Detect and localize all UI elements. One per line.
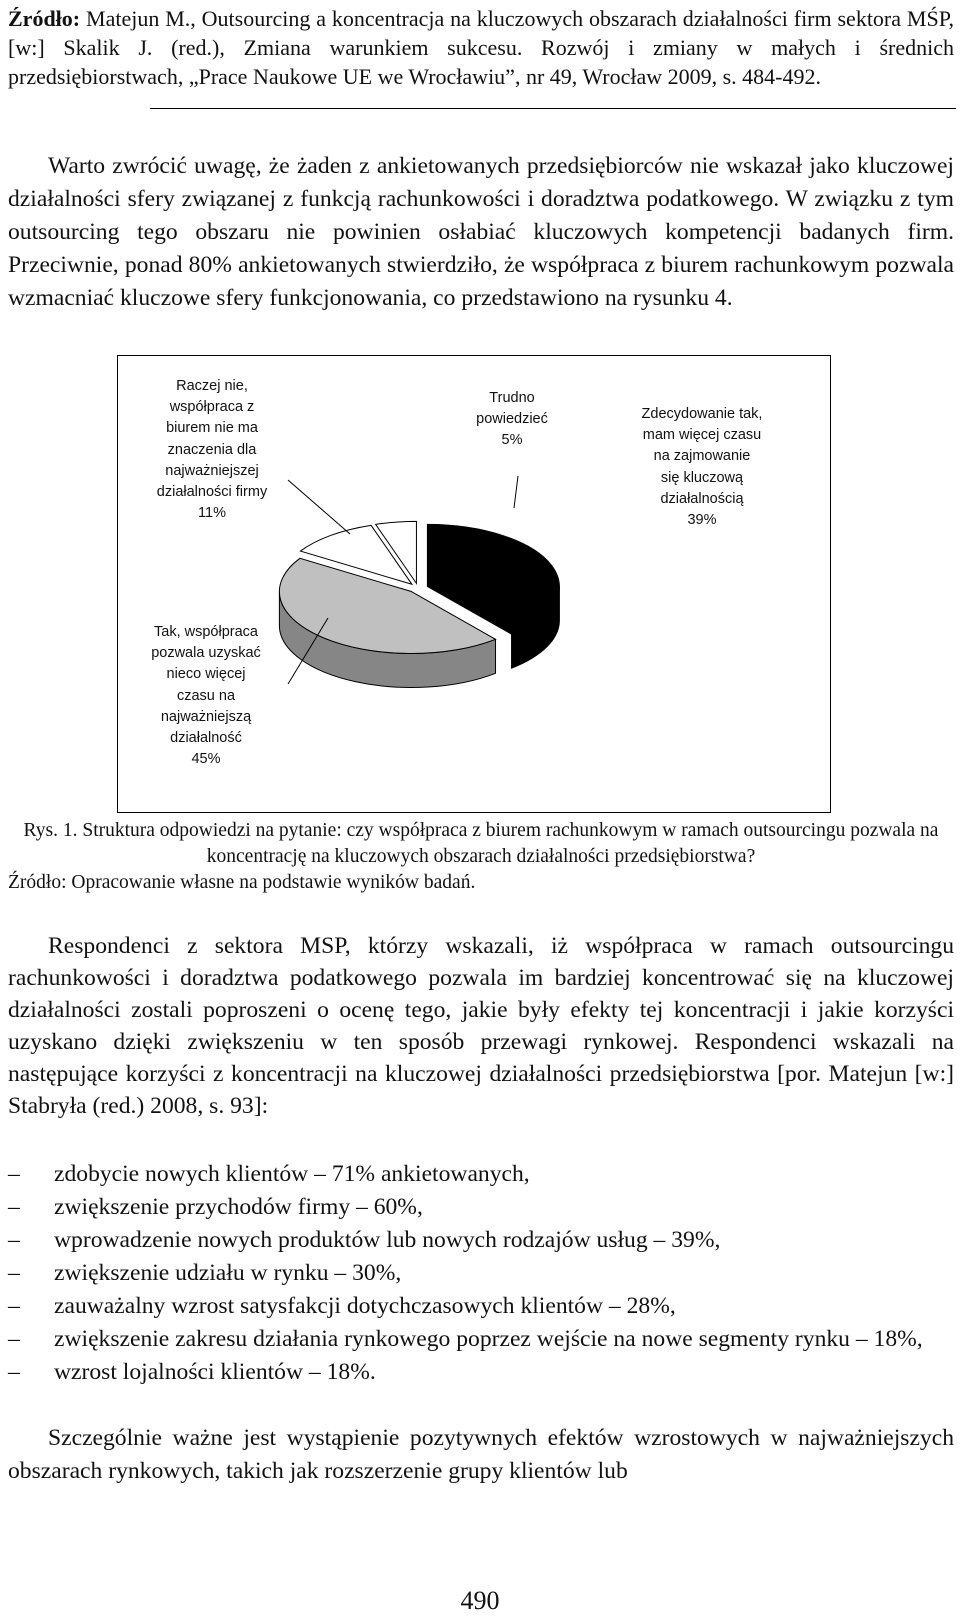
list-item: – wzrost lojalności klientów – 18%.: [8, 1356, 954, 1389]
list-dash: –: [8, 1194, 20, 1220]
figure-source: Źródło: Opracowanie własne na podstawie wyników badań.: [8, 872, 476, 893]
list-dash: –: [8, 1359, 20, 1385]
list-dash: –: [8, 1161, 20, 1187]
list-dash: –: [8, 1293, 20, 1319]
label-trudno-powiedziec: Trudno powiedzieć 5%: [476, 390, 548, 449]
list-item: – wprowadzenie nowych produktów lub nowych rodzajów usług – 39%,: [8, 1224, 954, 1257]
label-zdecydowanie-tak: Zdecydowanie tak, mam więcej czasu na zajmowanie się kluczową działalnością 39%: [641, 406, 763, 529]
source-reference-top: [8, 4, 954, 91]
list-dash: –: [8, 1260, 20, 1286]
source-label: Źródło:: [8, 6, 81, 31]
list-dash: –: [8, 1326, 20, 1352]
list-item: – zwiększenie przychodów firmy – 60%,: [8, 1191, 954, 1224]
source-text: Matejun M., Outsourcing a koncentracja na kluczowych obszarach działalności firm sektora MŚP, [w:] Skalik J. (red.), Zmiana warunkiem sukcesu. Rozwój i zmiany w małych i średnich przedsiębiorstwach, „Prace Naukowe UE we Wrocławiu”, nr 49, Wrocław 2009, s. 484-492.: [8, 6, 954, 89]
page-number: 490: [460, 1586, 500, 1615]
label-raczej-nie: Raczej nie, współpraca z biurem nie ma znaczenia dla najważniejszej działalności firmy 11%: [156, 378, 268, 522]
paragraph-intro: Warto zwrócić uwagę, że żaden z ankietowanych przedsiębiorców nie wskazał jako kluczowej działalności sfery związanej z funkcją rachunkowości i doradztwa podatkowego. W związku z tym outsourcing tego obszaru nie powinien osłabiać kluczowych kompetencji badanych firm. Przeciwnie, ponad 80% ankietowanych stwierdziło, że współpraca z biurem rachunkowym pozwala wzmacniać kluczowe sfery funkcjonowania, co przedstawiono na rysunku 4.: [8, 153, 954, 311]
paragraph-closing: Szczególnie ważne jest wystąpienie pozytywnych efektów wzrostowych w najważniejszych obszarach rynkowych, takich jak rozszerzenie grupy klientów lub: [8, 1425, 954, 1484]
list-dash: –: [8, 1227, 20, 1253]
list-item: – zwiększenie udziału w rynku – 30%,: [8, 1257, 954, 1290]
leader-line-0: [514, 476, 518, 508]
horizontal-rule: [150, 108, 956, 109]
paragraph-respondents: Respondenci z sektora MSP, którzy wskazali, iż współpraca w ramach outsourcingu rachunkowości i doradztwa podatkowego pozwala im bardziej koncentrować się na kluczowej działalności zostali poproszeni o ocenę tego, jakie były efekty tej koncentracji i jakie korzyści uzyskano dzięki zwiększeniu w ten sposób przewagi rynkowej. Respondenci wskazali na następujące korzyści z koncentracji na kluczowej działalności przedsiębiorstwa [por. Matejun [w:] Stabryła (red.) 2008, s. 93]:: [8, 933, 954, 1119]
figure-caption: Rys. 1. Struktura odpowiedzi na pytanie: czy współpraca z biurem rachunkowym w ramach outsourcingu pozwala na koncentrację na kluczowych obszarach działalności przedsiębiorstwa?: [23, 820, 939, 867]
benefits-list: [8, 1158, 954, 1389]
list-item: – zdobycie nowych klientów – 71% ankietowanych,: [8, 1158, 954, 1191]
pie-chart-frame: [117, 355, 831, 813]
label-tak-wspolpraca: Tak, współpraca pozwala uzyskać nieco więcej czasu na najważniejszą działalność 45%: [151, 624, 261, 768]
list-item: – zwiększenie zakresu działania rynkowego poprzez wejście na nowe segmenty rynku – 18%,: [8, 1323, 954, 1356]
list-item: – zauważalny wzrost satysfakcji dotychczasowych klientów – 28%,: [8, 1290, 954, 1323]
